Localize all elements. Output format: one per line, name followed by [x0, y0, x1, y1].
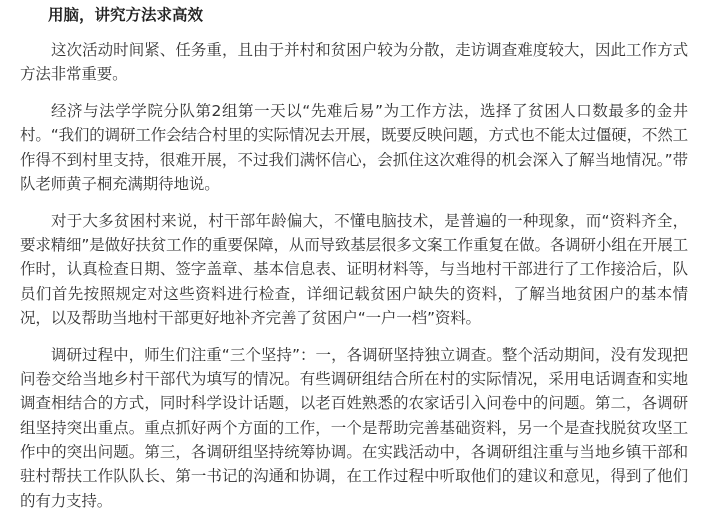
section-heading: 用脑，讲究方法求高效 [48, 6, 204, 24]
paragraph-2: 经济与法学学院分队第2组第一天以“先难后易”为工作方法，选择了贫困人口数最多的金井村。“我们的调研工作会结合村里的实际情况去开展，既要反映问题，方式也不能太过僵硬，不然工作得不到村里支持，很难开展，不过我们满怀信心，会抓住这次难得的机会深入了解当地情况。”带队老师黄子桐充满期待地说。 [20, 102, 688, 193]
paragraph-3: 对于大多贫困村来说，村干部年龄偏大，不懂电脑技术，是普遍的一种现象，而“资料齐全，要求精细”是做好扶贫工作的重要保障，从而导致基层很多文案工作重复在做。各调研小组在开展工作时，认真检查日期、签字盖章、基本信息表、证明材料等，与当地村干部进行了工作接洽后，队员们首先按照规定对这些资料进行检查，详细记载贫困户缺失的资料，了解当地贫困户的基本情况，以及帮助当地村干部更好地补齐完善了贫困户“一户一档”资料。 [20, 211, 688, 327]
paragraph-1: 这次活动时间紧、任务重，且由于并村和贫困户较为分散，走访调查难度较大，因此工作方式方法非常重要。 [20, 41, 688, 84]
paragraph-4: 调研过程中，师生们注重“三个坚持”：一，各调研坚持独立调查。整个活动期间，没有发现把问卷交给当地乡村干部代为填写的情况。有些调研组结合所在村的实际情况，采用电话调查和实地调查相结合的方式，同时科学设计话题，以老百姓熟悉的农家话引入问卷中的问题。第二，各调研组坚持突出重点。重点抓好两个方面的工作，一个是帮助完善基础资料，另一个是查找脱贫攻坚工作中的突出问题。第三，各调研组坚持统筹协调。在实践活动中，各调研组注重与当地乡镇干部和驻村帮扶工作队队长、第一书记的沟通和协调，在工作过程中听取他们的建议和意见，得到了他们的有力支持。 [20, 345, 688, 510]
article-body [20, 3, 688, 525]
